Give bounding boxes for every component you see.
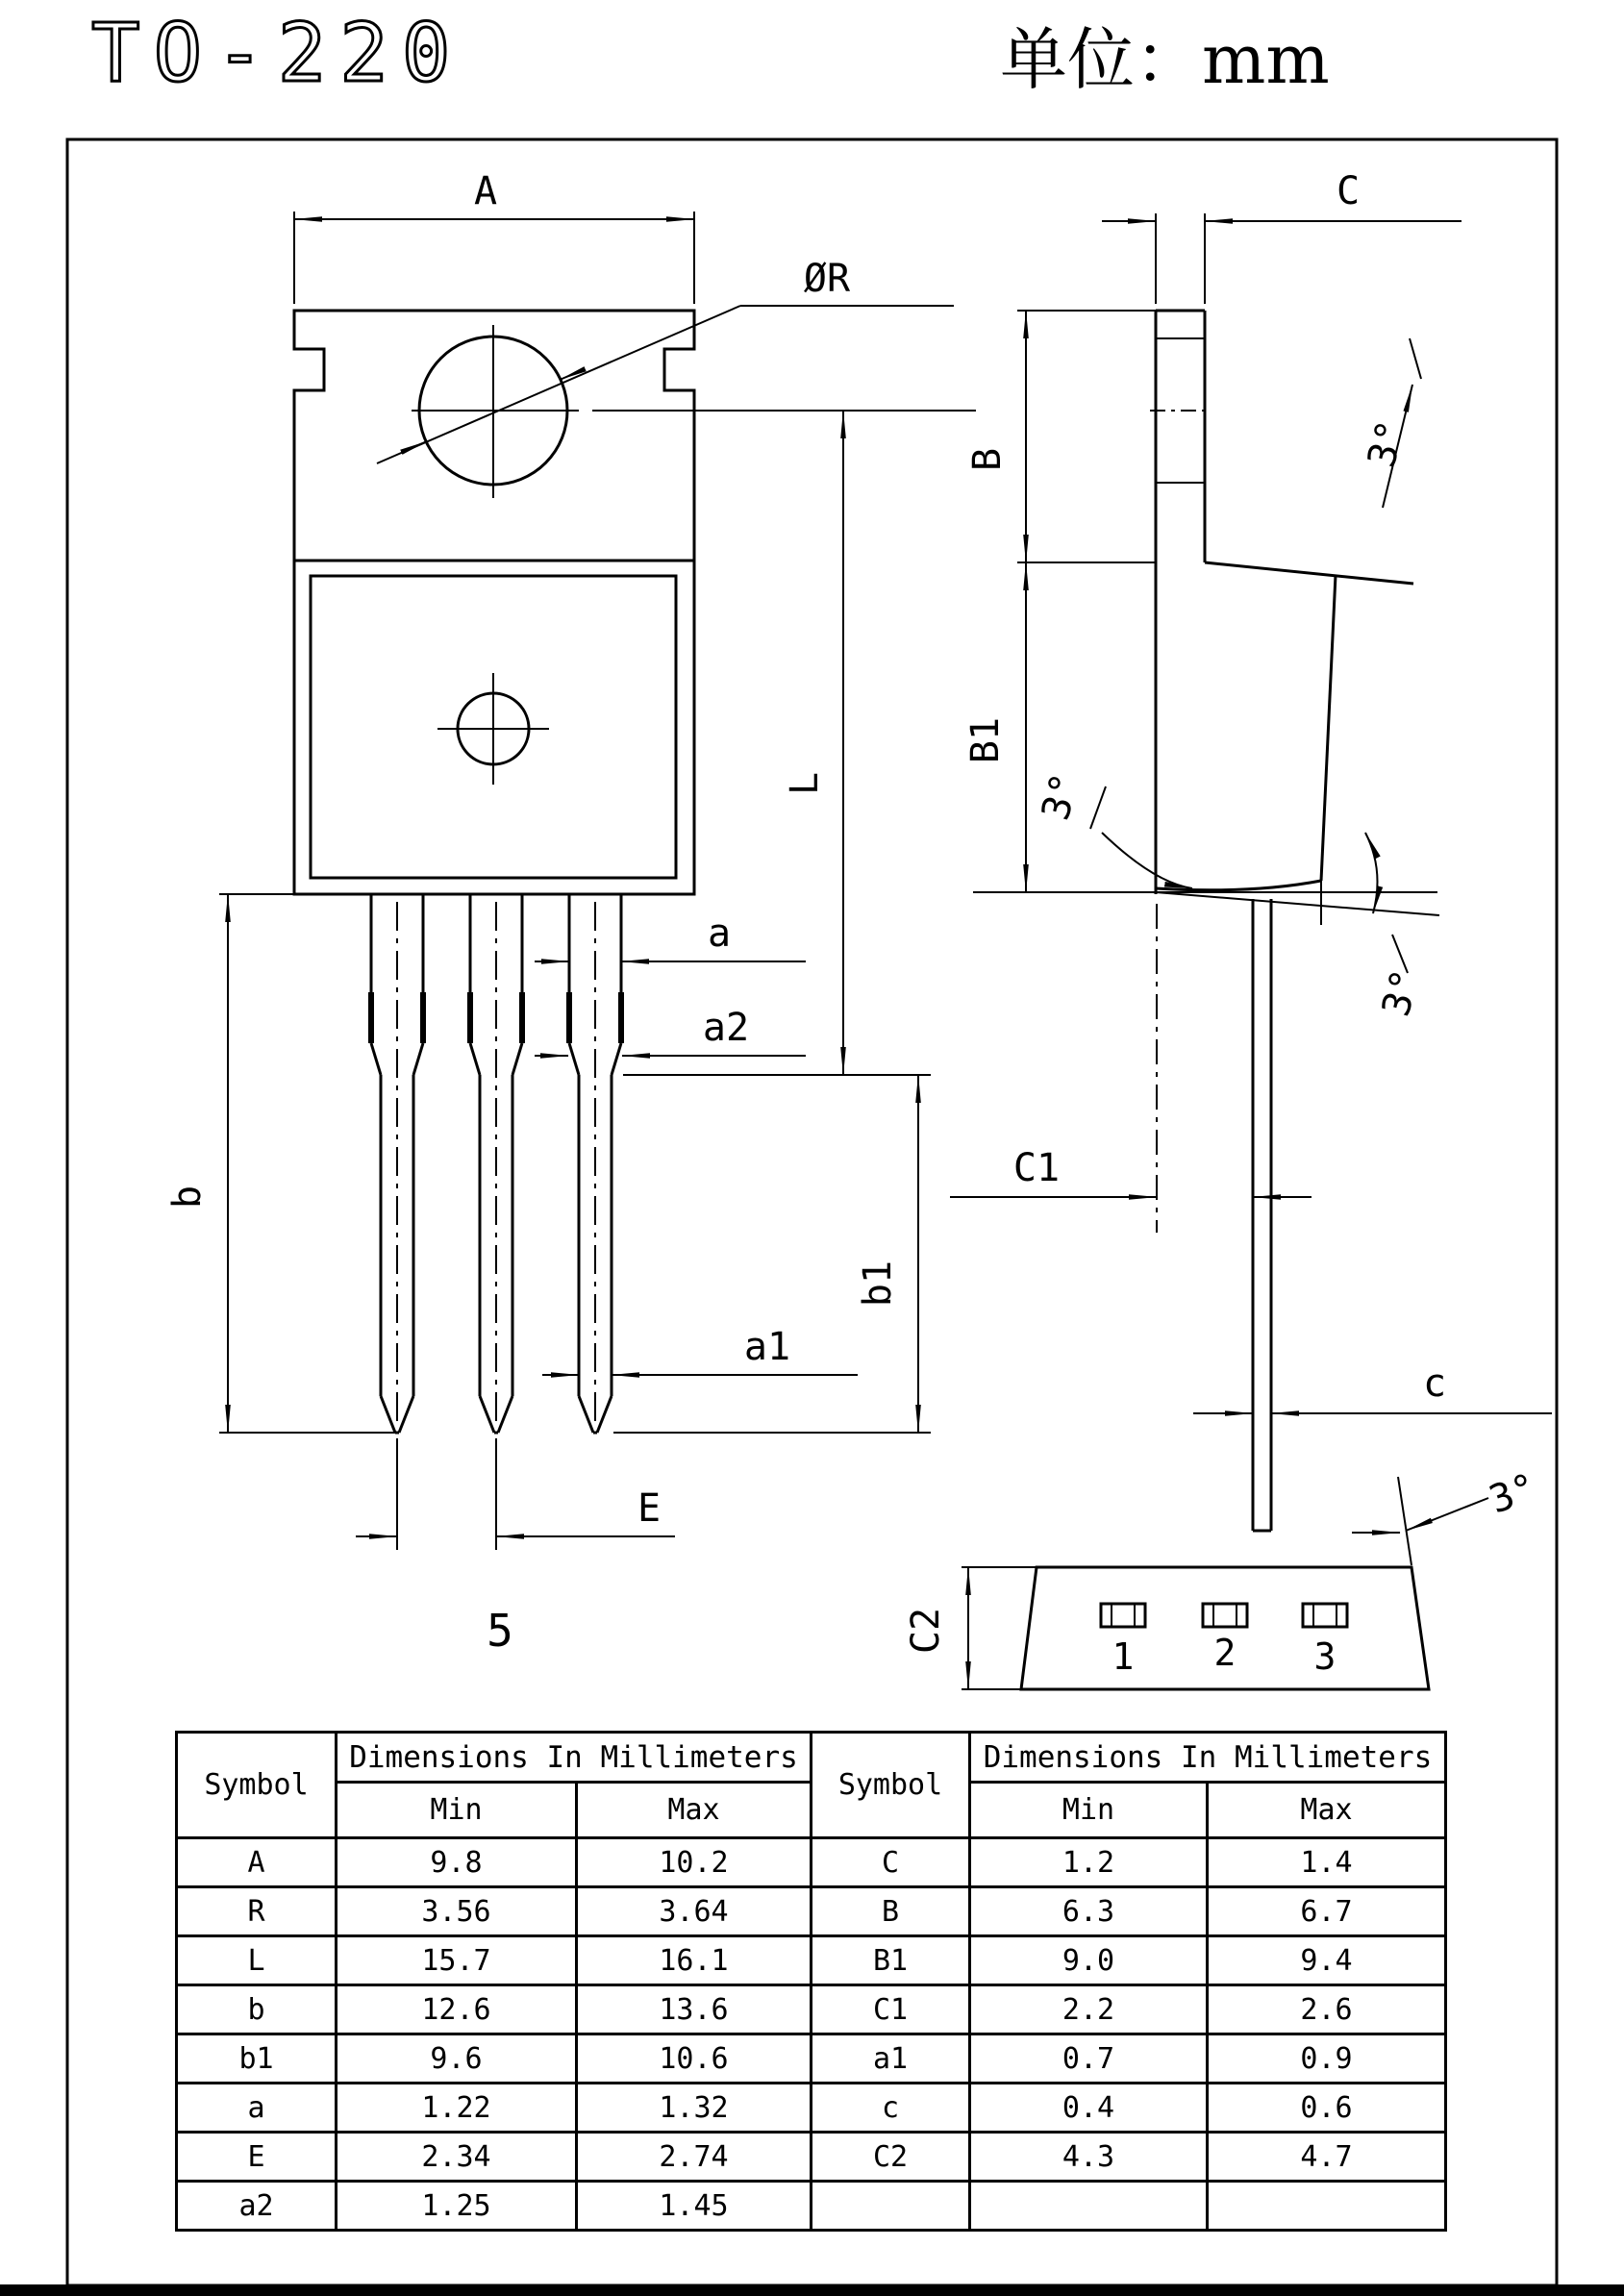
cell-symbol: C [812,1838,970,1887]
table-row [177,1936,812,1985]
cell-max: 2.74 [577,2133,812,2182]
dimension-table-right [810,1731,1447,2232]
cell-min: 2.2 [970,1985,1208,2034]
cell-max: 1.45 [577,2182,812,2231]
table-row [812,2034,1446,2084]
angle-label-left: 3° [1033,768,1088,825]
cell-max: 0.6 [1208,2084,1446,2133]
cell-symbol: C1 [812,1985,970,2034]
cell-max: 3.64 [577,1887,812,1936]
cell-symbol: b1 [177,2034,337,2084]
cell-symbol: a [177,2084,337,2133]
angle-label-top: 3° [1359,415,1414,472]
cell-symbol: a2 [177,2182,337,2231]
dim-label-B: B [965,447,1010,472]
table-row [177,1838,812,1887]
dim-label-b: b [165,1185,210,1210]
body-profile [973,562,1439,925]
angle-callout-left [1090,786,1192,888]
cell-min: 0.7 [970,2034,1208,2084]
bottom-view [904,1465,1542,1689]
dim-b1 [613,1075,931,1433]
cell-max: 1.4 [1208,1838,1446,1887]
cell-min: 12.6 [337,1985,577,2034]
pin-3-pad [1303,1604,1347,1627]
cell-max: 10.2 [577,1838,812,1887]
angle-label-bottom-right: 3° [1373,964,1429,1021]
table-row [177,2034,812,2084]
cell-symbol: B [812,1887,970,1936]
cell-symbol [812,2182,970,2231]
cell-symbol: C2 [812,2133,970,2182]
dim-label-B1: B1 [963,716,1008,764]
dim-label-L: L [783,771,827,796]
cell-min: 3.56 [337,1887,577,1936]
cell-symbol: E [177,2133,337,2182]
table-row [812,2084,1446,2133]
dim-label-a: a [707,911,732,956]
cell-min: 6.3 [970,1887,1208,1936]
cell-min: 15.7 [337,1936,577,1985]
table-header-max: Max [577,1783,812,1838]
lead-profile [1253,899,1271,1531]
dim-A [294,212,694,304]
sheet-note: 5 [487,1605,513,1657]
dim-label-c: c [1422,1361,1447,1406]
body-center-crosshair [437,673,549,785]
dim-label-C2: C2 [904,1607,948,1655]
cell-symbol: A [177,1838,337,1887]
unit-label: 单位：mm [1000,20,1330,99]
cell-max: 1.32 [577,2084,812,2133]
angle-callout-bottom-right [1365,833,1408,973]
cell-symbol: b [177,1985,337,2034]
dim-C [1102,213,1462,304]
dim-label-hole-diameter: ØR [803,257,851,301]
pin-1-pad [1101,1604,1145,1627]
cell-max: 16.1 [577,1936,812,1985]
cell-max [1208,2182,1446,2231]
table-row [812,1887,1446,1936]
angle-callout-bottom-view [1352,1477,1488,1565]
dim-label-b1: b1 [856,1260,900,1308]
lead-3 [569,894,621,1433]
pin-2-pad [1203,1604,1247,1627]
cell-min: 9.0 [970,1936,1208,1985]
table-row [177,2084,812,2133]
pin-number-1: 1 [1112,1635,1135,1678]
cell-symbol: B1 [812,1936,970,1985]
dim-label-E: E [637,1486,662,1531]
cell-symbol: c [812,2084,970,2133]
table-row [812,1936,1446,1985]
cell-min: 1.22 [337,2084,577,2133]
page-title: TO-220 [91,6,464,100]
cell-symbol: a1 [812,2034,970,2084]
dim-C1 [950,904,1312,1233]
cell-max: 10.6 [577,2034,812,2084]
table-row [177,1985,812,2034]
table-row-empty [812,2182,1446,2231]
dim-C2 [962,1567,1037,1689]
table-header-dims: Dimensions In Millimeters [970,1733,1446,1783]
tab-profile [1150,311,1211,894]
cell-min: 0.4 [970,2084,1208,2133]
pin-number-2: 2 [1213,1632,1237,1674]
table-row [812,2133,1446,2182]
dim-label-C: C [1336,169,1361,213]
table-header-max: Max [1208,1783,1446,1838]
cell-max: 0.9 [1208,2034,1446,2084]
table-row [177,2133,812,2182]
cell-max: 13.6 [577,1985,812,2034]
dimension-table-left [175,1731,812,2232]
cell-min: 9.8 [337,1838,577,1887]
table-row [812,1838,1446,1887]
cell-min: 2.34 [337,2133,577,2182]
dim-B [1017,311,1156,562]
table-header-min: Min [970,1783,1208,1838]
table-header-min: Min [337,1783,577,1838]
dim-L [623,411,931,1075]
table-row [177,2182,812,2231]
table-row [177,1887,812,1936]
dim-label-A: A [473,169,498,213]
table-header-symbol: Symbol [177,1733,337,1838]
side-view [950,169,1552,1531]
dim-label-a2: a2 [702,1006,750,1050]
cell-min [970,2182,1208,2231]
front-view [165,169,976,1657]
dim-label-C1: C1 [1012,1146,1061,1190]
scan-edge-strip [0,2284,1624,2296]
angle-label-bottom-view: 3° [1484,1464,1543,1523]
cell-symbol: L [177,1936,337,1985]
cell-min: 4.3 [970,2133,1208,2182]
cell-min: 9.6 [337,2034,577,2084]
cell-min: 1.25 [337,2182,577,2231]
dim-label-a1: a1 [743,1325,791,1369]
cell-max: 4.7 [1208,2133,1446,2182]
cell-max: 6.7 [1208,1887,1446,1936]
table-header-dims: Dimensions In Millimeters [337,1733,812,1783]
table-header-symbol: Symbol [812,1733,970,1838]
cell-max: 2.6 [1208,1985,1446,2034]
cell-symbol: R [177,1887,337,1936]
lead-1 [371,894,423,1433]
cell-max: 9.4 [1208,1936,1446,1985]
cell-min: 1.2 [970,1838,1208,1887]
pin-number-3: 3 [1313,1635,1337,1678]
dim-E [356,1438,675,1550]
lead-2 [470,894,522,1433]
table-row [812,1985,1446,2034]
